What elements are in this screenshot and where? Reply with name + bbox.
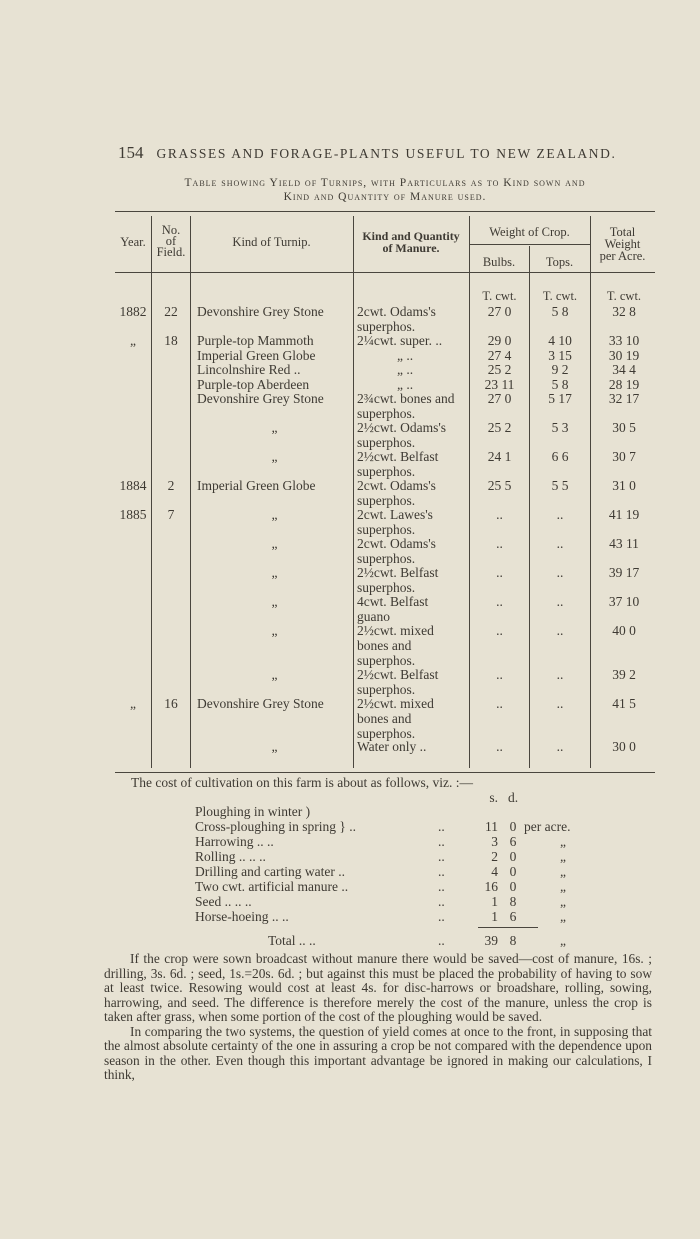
table-row [0,667,700,696]
manure-line: 2½cwt. mixed [357,623,434,638]
page-number: 154 [118,143,144,162]
cell-bulbs: .. [496,565,503,580]
cell-manure [357,348,469,363]
manure-line: „ .. [397,362,414,377]
cost-unit: „ [560,894,566,909]
cost-dots: .. [438,849,445,864]
cost-pence: 6 [509,909,517,924]
cost-label: Cross-ploughing in spring } .. [195,819,356,834]
cost-unit: „ [560,849,566,864]
cell-manure [357,623,469,668]
table-row [0,565,700,594]
cell-manure [357,449,469,479]
shillings-header: s. [489,790,498,805]
manure-line: 2cwt. Odams's [357,536,436,551]
cell-total: 31 0 [612,478,636,493]
cell-tops: 5 5 [551,478,569,493]
manure-line: superphos. [357,551,416,566]
table-row [0,449,700,478]
cell-manure [357,362,469,377]
cell-kind: „ [271,666,278,682]
cell-field: 22 [164,304,178,319]
table-row [0,362,700,377]
table-row [0,377,700,392]
cost-shillings: 11 [485,819,498,834]
cost-shillings: 1 [491,909,498,924]
header-kind: Kind of Turnip. [232,235,311,249]
table-row [0,696,700,740]
cell-kind: Purple-top Mammoth [197,333,314,348]
cost-label: Horse-hoeing .. .. [195,909,289,924]
cell-tops: .. [556,536,564,551]
cost-dots: .. [438,879,445,894]
cost-dots: .. [438,834,445,849]
cost-intro: The cost of cultivation on this farm is about as follows, viz. :— [131,775,473,790]
cell-kind: „ [271,565,278,580]
cost-item [0,910,700,924]
cell-bulbs: 25 2 [487,420,512,435]
cost-item [0,895,700,909]
cost-dots: .. [438,864,445,879]
cell-manure [357,304,469,334]
cell-total: 32 8 [612,304,636,319]
cell-field: 2 [167,478,175,493]
cost-dots: .. [438,894,445,909]
manure-line: 2cwt. Odams's [357,478,436,493]
cost-shillings: 16 [484,879,498,894]
cell-year: 1884 [119,478,147,493]
manure-line: „ .. [397,376,414,392]
total-d: 8 [509,933,517,948]
cost-shillings: 3 [491,834,498,849]
manure-line: 4cwt. Belfast [357,594,429,609]
paragraph-1: If the crop were sown broadcast without manure there would be saved—cost of manure, 16s. ; drilling, 3s. 6d. ; seed, 1s.=20s. 6d. ; but against this must be placed the probability of having to sow at least twice. Resowing would cost at least 4s. for disc-harrows or broadshare, rolling, sowing, harrowing, and seed. The difference is therefore merely the cost of the manure, unless the crop is taken after grass, when some portion of the cost of the ploughing would be saved. [104,951,652,1024]
cell-total: 39 17 [608,565,640,580]
cell-manure [357,420,469,450]
cell-kind: „ [271,507,278,522]
cell-tops: 6 6 [551,449,569,464]
total-unit: „ [560,933,566,948]
cell-tops: .. [556,565,564,580]
header-total: Total Weight per Acre. [599,225,646,263]
table-row [0,348,700,363]
table-row [0,478,700,507]
pence-header: d. [507,790,519,805]
manure-line: superphos. [357,681,416,697]
cell-bulbs: .. [496,695,503,711]
cell-tops: 9 2 [551,362,569,377]
cell-total: 30 0 [612,739,636,754]
cell-tops: 3 15 [548,347,572,363]
cell-bulbs: 27 0 [487,391,512,406]
manure-line: 2½cwt. Belfast [357,449,439,464]
cell-bulbs: 27 4 [487,347,512,363]
cell-manure [357,333,469,348]
cell-year: „ [130,695,136,711]
manure-line: superphos. [357,493,416,508]
cell-manure [357,478,469,508]
cell-kind: Imperial Green Globe [197,478,316,493]
cell-bulbs: 27 0 [487,304,512,319]
cell-total: 30 5 [612,420,636,435]
manure-line: superphos. [357,653,416,668]
cell-total: 41 19 [608,507,640,522]
cost-item [0,850,700,864]
cost-unit: per acre. [524,819,571,834]
cost-item [0,880,700,894]
cell-bulbs: 24 1 [487,449,512,464]
cost-dots: .. [438,819,445,834]
cell-total: 32 17 [608,391,640,406]
cell-bulbs: 25 2 [487,362,512,377]
cost-shillings: 1 [491,894,498,909]
paragraph-2: In comparing the two systems, the question of yield comes at once to the front, in supposing that the almost absolute certainty of the one in assuring a crop be not compared with the dependence upon season in the other. Even though this important advantage be ignored in making our calculations, I think, [104,1023,652,1082]
cell-total: 30 19 [608,347,640,363]
cell-bulbs: .. [496,507,503,522]
running-title: GRASSES AND FORAGE-PLANTS USEFUL TO NEW ZEALAND. [156,146,617,161]
table-row [0,507,700,536]
cell-tops: .. [556,507,564,522]
header-tops: Tops. [545,255,574,269]
cell-manure [357,667,469,697]
cell-manure [357,594,469,624]
cell-tops: 5 17 [548,391,572,406]
total-dots: .. [438,933,445,948]
cell-kind: Purple-top Aberdeen [197,376,310,392]
cell-kind: „ [271,449,278,464]
cell-field: 16 [164,695,178,711]
unit-total: T. cwt. [606,289,642,303]
cost-item [0,805,700,819]
cell-year: „ [130,333,136,348]
cell-total: 39 2 [612,666,636,682]
manure-line: 2¾cwt. bones and [357,391,455,406]
cell-kind: Lincolnshire Red .. [197,362,301,377]
units-row [0,289,700,304]
manure-line: superphos. [357,464,416,479]
table-row [0,391,700,420]
table-row [0,536,700,565]
cost-total [0,934,700,948]
cell-tops: .. [556,623,564,638]
total-rule [478,927,538,928]
cell-bulbs: .. [496,594,503,609]
cell-kind: Devonshire Grey Stone [197,304,324,319]
cell-bulbs: 29 0 [487,333,512,348]
cell-total: 43 11 [609,536,639,551]
manure-line: Water only .. [357,739,427,754]
total-label: Total .. .. [268,933,316,948]
manure-line: 2cwt. Odams's [357,304,436,319]
manure-line: 2¼cwt. super. .. [357,333,443,348]
cost-pence: 0 [509,849,517,864]
cost-item [0,865,700,879]
cost-shillings: 2 [491,849,498,864]
table-row [0,304,700,333]
manure-line: bones and [357,638,412,653]
cell-tops: .. [556,695,564,711]
cost-label: Seed .. .. .. [195,894,252,909]
cost-pence: 0 [509,864,517,879]
cost-columns-header [0,791,700,805]
total-s: 39 [484,933,498,948]
cell-tops: .. [556,594,564,609]
cost-item [0,820,700,834]
cell-tops: .. [556,739,564,754]
cell-bulbs: .. [496,739,503,754]
cell-field: 7 [167,507,175,522]
cost-unit: „ [560,909,566,924]
header-field: No. of Field. [156,223,186,259]
cell-total: 41 5 [612,695,636,711]
cost-pence: 0 [509,879,517,894]
cell-tops: 5 8 [551,376,569,392]
cell-kind: „ [271,739,278,754]
cell-bulbs: 25 5 [487,478,512,493]
manure-line: superphos. [357,580,416,595]
body-text [104,952,652,1083]
cell-total: 30 7 [612,449,636,464]
table-row [0,420,700,449]
cost-label: Ploughing in winter ) [195,804,311,819]
cell-manure [357,377,469,392]
cost-label: Rolling .. .. .. [195,849,266,864]
cell-manure [357,739,469,754]
unit-tops: T. cwt. [542,289,578,303]
cell-manure [357,536,469,566]
manure-line: superphos. [357,406,416,421]
manure-line: superphos. [357,522,416,537]
manure-line: „ .. [397,347,414,363]
cost-item [0,835,700,849]
header-manure: Kind and Quantity of Manure. [362,229,460,255]
cell-total: 34 4 [612,362,636,377]
cell-kind: „ [271,623,278,638]
manure-line: guano [357,609,390,624]
table-row [0,623,700,667]
cell-kind: „ [271,594,278,609]
cell-field: 18 [164,333,178,348]
cell-manure [357,565,469,595]
cell-bulbs: 23 11 [484,376,515,392]
header-year: Year. [120,235,146,249]
manure-line: bones and [357,710,412,726]
caption-line-2: Kind and Quantity of Manure used. [283,191,487,203]
cell-manure [357,507,469,537]
table-header-rule [115,272,655,273]
unit-bulbs: T. cwt. [482,289,517,303]
manure-line: superphos. [357,319,416,334]
cost-label: Two cwt. artificial manure .. [195,879,349,894]
table-bottom-rule [115,772,655,773]
cost-pence: 8 [509,894,517,909]
table-row [0,594,700,623]
cost-shillings: 4 [491,864,498,879]
cell-kind: Imperial Green Globe [197,347,316,363]
cost-pence: 6 [509,834,517,849]
cell-year: 1885 [119,507,147,522]
cell-manure [357,696,469,741]
cell-manure [357,391,469,421]
cell-tops: .. [556,666,564,682]
cell-kind: Devonshire Grey Stone [197,391,324,406]
manure-line: 2½cwt. mixed [357,695,434,711]
table-row [0,739,700,754]
cell-year: 1882 [119,304,147,319]
table-row [0,333,700,348]
cell-kind: „ [271,420,278,435]
manure-line: 2½cwt. Belfast [357,666,439,682]
table-top-rule [115,211,655,212]
manure-line: 2½cwt. Odams's [357,420,447,435]
cost-unit: „ [560,879,566,894]
cost-dots: .. [438,909,445,924]
cost-unit: „ [560,864,566,879]
cell-total: 33 10 [608,333,640,348]
running-header [118,143,638,163]
cost-unit: „ [560,834,566,849]
cell-total: 37 10 [608,594,640,609]
cell-kind: Devonshire Grey Stone [197,695,324,711]
header-weight: Weight of Crop. [489,225,570,239]
cost-pence: 0 [509,819,517,834]
table-caption [110,176,660,204]
cell-bulbs: .. [496,623,503,638]
manure-line: 2½cwt. Belfast [357,565,439,580]
manure-line: 2cwt. Lawes's [357,507,433,522]
cell-tops: 5 3 [551,420,569,435]
manure-line: superphos. [357,435,416,450]
cell-tops: 4 10 [548,333,572,348]
weight-subheader-rule [469,244,590,245]
cell-kind: „ [271,536,278,551]
cell-bulbs: .. [496,666,503,682]
manure-line: superphos. [357,725,416,741]
cell-bulbs: .. [496,536,503,551]
cell-total: 28 19 [608,376,640,392]
cost-label: Drilling and carting water .. [195,864,345,879]
header-bulbs: Bulbs. [482,255,516,269]
cost-label: Harrowing .. .. [195,834,274,849]
caption-line-1: Table showing Yield of Turnips, with Particulars as to Kind sown and [184,177,586,189]
cell-tops: 5 8 [551,304,569,319]
cell-total: 40 0 [612,623,636,638]
